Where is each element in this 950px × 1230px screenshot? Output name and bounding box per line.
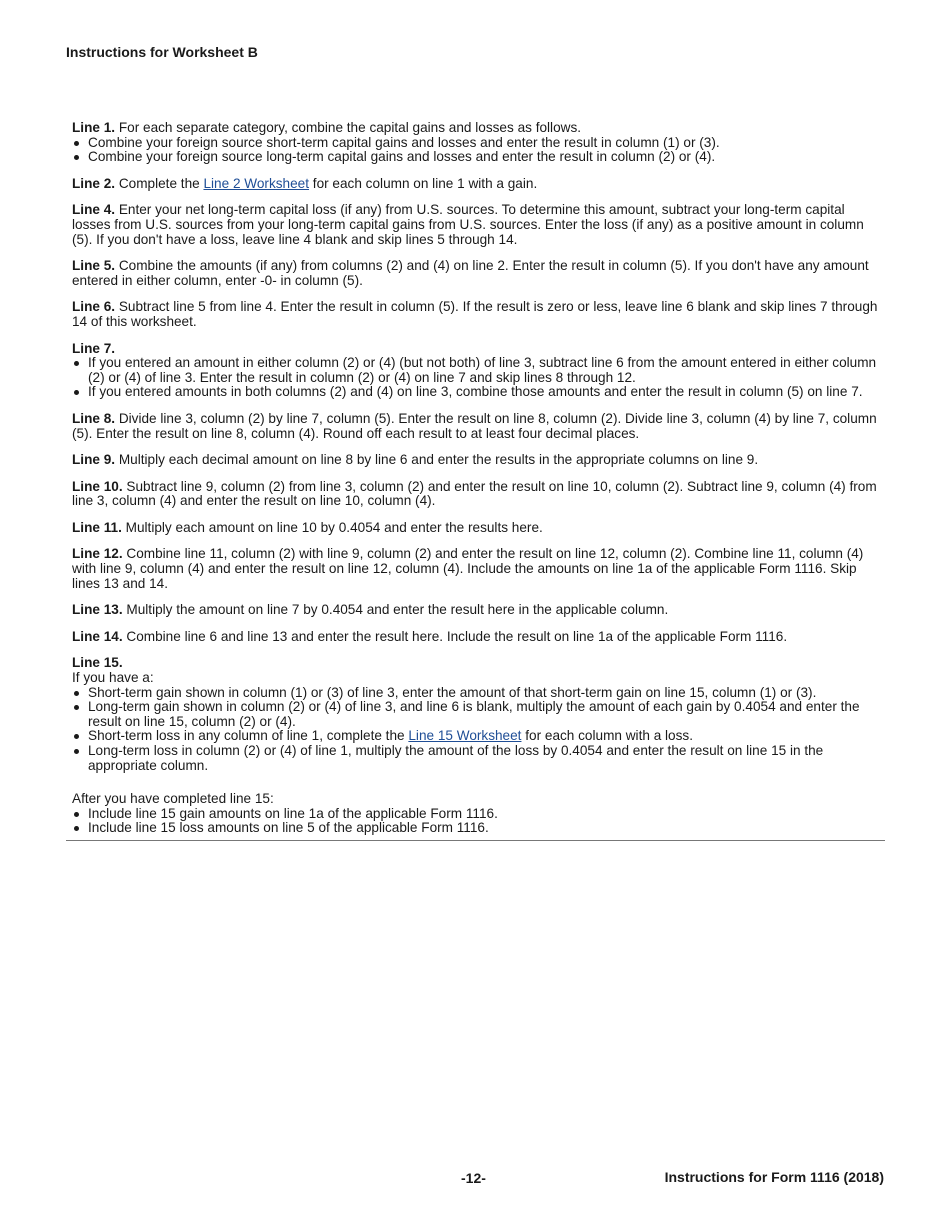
line-text: Subtract line 5 from line 4. Enter the result in column (5). If the result is zero or less, leave line 6 blank and skip lines 7 through 14 of this worksheet. (72, 299, 878, 329)
line-heading: Line 1. (72, 120, 116, 135)
line-heading: Line 9. (72, 452, 116, 468)
section-divider (66, 840, 885, 841)
line-15-section (72, 656, 880, 773)
line-heading: Line 2. (72, 175, 116, 191)
line-text: Multiply each decimal amount on line 8 by line 6 and enter the results in the appropriate columns on line 9. (115, 452, 759, 468)
line-6-section (72, 300, 880, 329)
bullet-item: Short-term gain shown in column (1) or (3) of line 3, enter the amount of that short-term gain on line 15, column (1) or (3). (72, 686, 880, 701)
bullet-item: If you entered amounts in both columns (2) and (4) on line 3, combine those amounts and enter the result in column (5) on line 7. (72, 385, 880, 400)
line-text: Divide line 3, column (2) by line 7, column (5). Enter the result on line 8, column (2). Divide line 3, column (4) by line 7, column (5). Enter the result on line 8, column (4). Round off each result to at least four decimal places. (72, 410, 877, 441)
line-text: Combine line 11, column (2) with line 9, column (2) and enter the result on line 12, column (2). Combine line 11, column (4) with line 9, column (4) and enter the result on line 12, column (4). Include the amounts on line 1a of the applicable Form 1116. Skip lines 13 and 14. (72, 546, 864, 591)
line-text: Multiply each amount on line 10 by 0.4054 and enter the results here. (121, 519, 543, 535)
line-11-section (72, 521, 880, 536)
line-heading: Line 12. (72, 546, 123, 562)
line-heading: Line 4. (72, 202, 116, 218)
line-7-section (72, 342, 880, 400)
line-10-section (72, 480, 880, 509)
after-intro: After you have completed line 15: (72, 791, 274, 807)
line-text: for each column on line 1 with a gain. (309, 175, 538, 191)
bullet-text: for each column with a loss. (521, 728, 693, 744)
after-line-15-section (72, 792, 880, 836)
bullet-item: Include line 15 loss amounts on line 5 of the applicable Form 1116. (72, 821, 880, 836)
line-13-section (72, 603, 880, 618)
line-text: Multiply the amount on line 7 by 0.4054 and enter the result here in the applicable column. (122, 602, 669, 618)
line-8-section (72, 412, 880, 441)
line-text: Complete the (115, 175, 204, 191)
bullet-item: Combine your foreign source long-term capital gains and losses and enter the result in column (2) or (4). (72, 150, 880, 165)
line-heading: Line 6. (72, 299, 116, 315)
line-text: Combine line 6 and line 13 and enter the result here. Include the result on line 1a of the applicable Form 1116. (122, 628, 788, 644)
line-text: Enter your net long-term capital loss (if any) from U.S. sources. To determine this amount, subtract your long-term capital losses from U.S. sources from your long-term capital gains from U.S. sources. Enter the loss (if any) as a positive amount in column (5). If you don't have a loss, leave line 4 blank and skip lines 5 through 14. (72, 202, 864, 247)
bullet-item (72, 729, 880, 744)
line-heading: Line 14. (72, 628, 123, 644)
line-heading: Line 5. (72, 258, 116, 274)
page-header-title: Instructions for Worksheet B (66, 44, 258, 60)
bullet-item: Include line 15 gain amounts on line 1a of the applicable Form 1116. (72, 807, 880, 822)
footer-title: Instructions for Form 1116 (2018) (664, 1169, 884, 1185)
bullet-item: Long-term loss in column (2) or (4) of line 1, multiply the amount of the loss by 0.4054 and enter the result on line 15 in the appropriate column. (72, 744, 880, 773)
line-14-section (72, 630, 880, 645)
line-text: For each separate category, combine the capital gains and losses as follows. (115, 120, 582, 135)
line-1-section (72, 121, 880, 165)
line-2-section (72, 177, 880, 192)
page-number: -12- (461, 1170, 486, 1186)
line-heading: Line 10. (72, 478, 123, 494)
line-text: Subtract line 9, column (2) from line 3, column (2) and enter the result on line 10, column (2). Subtract line 9, column (4) from line 3, column (4) and enter the result on line 10, column (4). (72, 478, 877, 509)
bullet-item: Long-term gain shown in column (2) or (4) of line 3, and line 6 is blank, multiply the amount of each gain by 0.4054 and enter the result on line 15, column (2) or (4). (72, 700, 880, 729)
line-heading: Line 15. (72, 655, 123, 671)
line-heading: Line 7. (72, 340, 116, 356)
bullet-text: Short-term loss in any column of line 1, complete the (88, 728, 409, 744)
line-heading: Line 11. (72, 519, 122, 535)
line-12-section (72, 547, 880, 591)
line-text: Combine the amounts (if any) from columns (2) and (4) on line 2. Enter the result in column (5). If you don't have any amount entered in either column, enter -0- in column (5). (72, 258, 869, 288)
line-15-intro: If you have a: (72, 670, 154, 686)
bullet-item: Combine your foreign source short-term capital gains and losses and enter the result in column (1) or (3). (72, 136, 880, 151)
line-9-section (72, 453, 880, 468)
line-2-worksheet-link[interactable]: Line 2 Worksheet (203, 175, 310, 191)
instructions-body (72, 121, 880, 848)
line-heading: Line 13. (72, 602, 123, 618)
line-5-section (72, 259, 880, 288)
line-heading: Line 8. (72, 410, 116, 426)
line-4-section (72, 203, 880, 247)
line-15-worksheet-link[interactable]: Line 15 Worksheet (408, 728, 522, 744)
bullet-item: If you entered an amount in either column (2) or (4) (but not both) of line 3, subtract line 6 from the amount entered in either column (2) or (4) of line 3. Enter the result in column (2) or (4) on line 7 and skip lines 8 through 12. (72, 356, 880, 385)
